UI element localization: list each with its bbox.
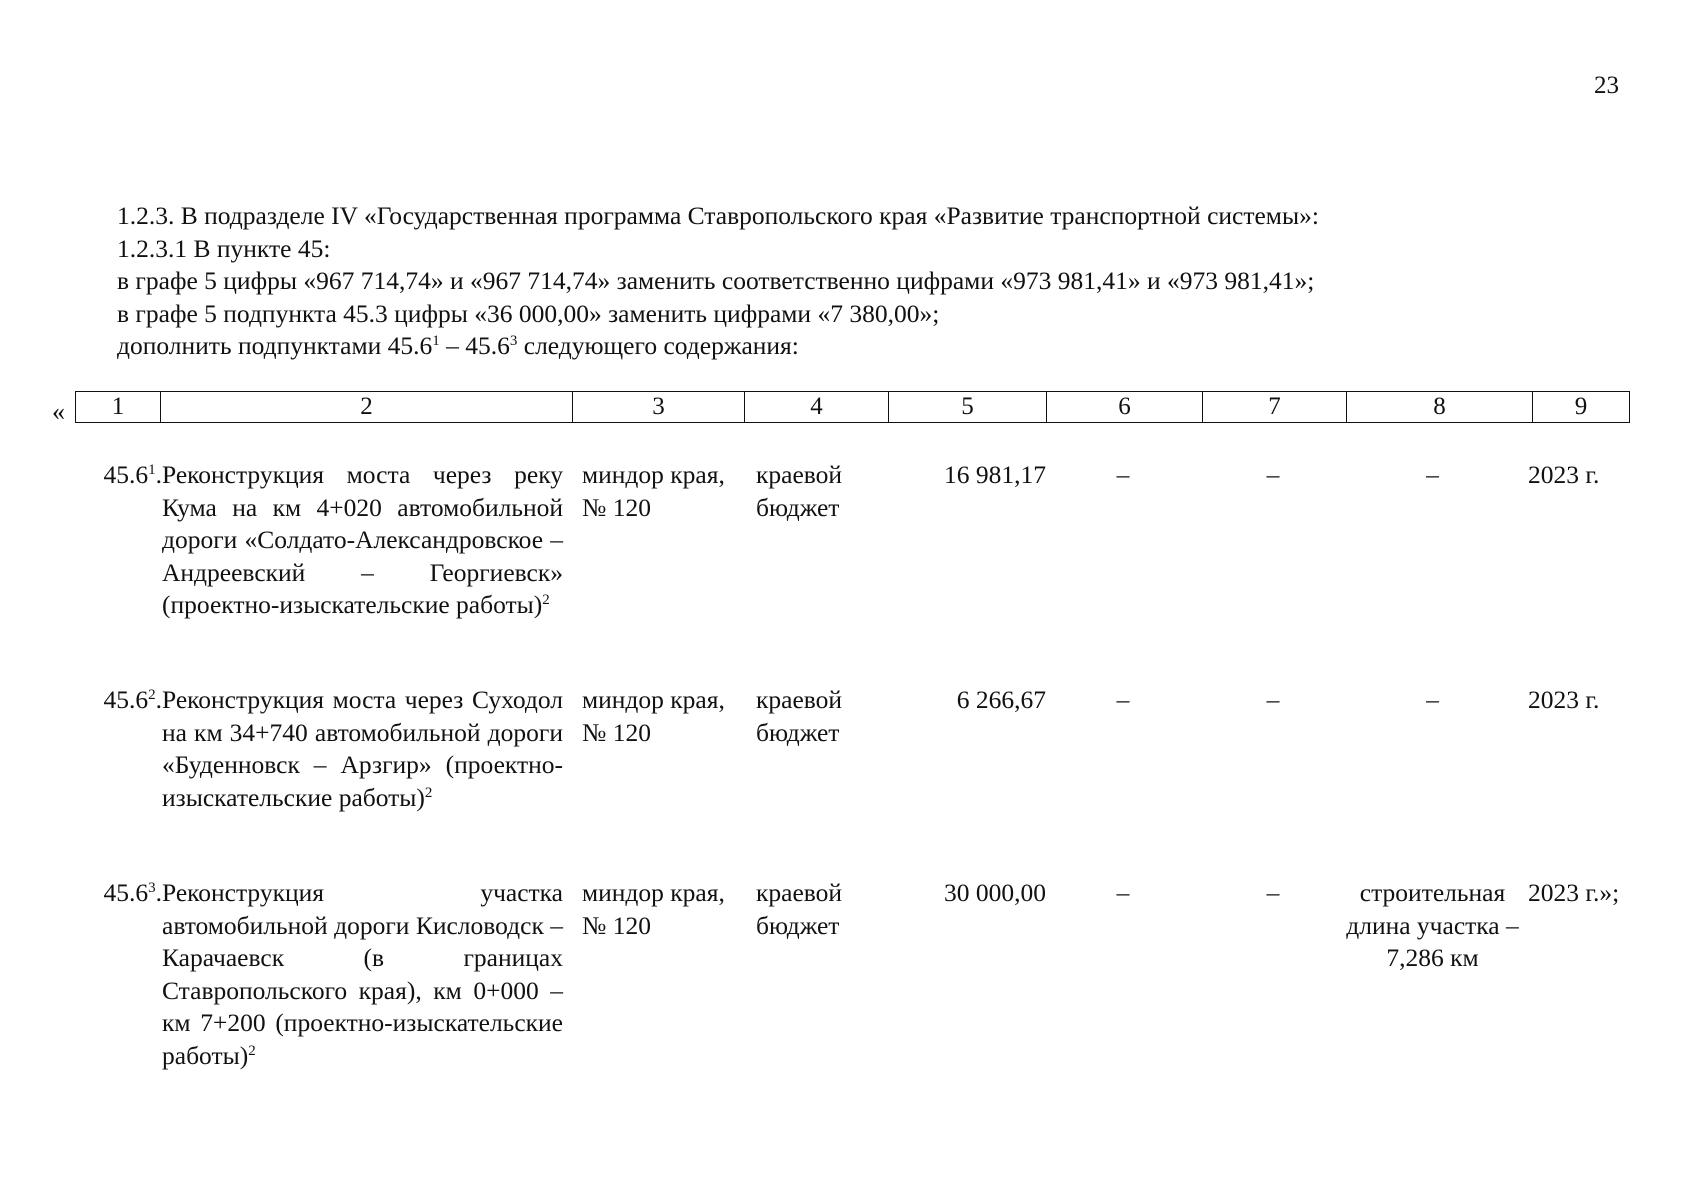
header-cell-7: 7 [1202,392,1346,422]
row-col-8: – [1426,685,1439,714]
row-col-7: – [1266,878,1280,907]
intro-line-5-part-a: дополнить подпунктами 45.6 [117,331,433,360]
row-col-8: – [1426,460,1439,489]
header-cell-3: 3 [572,392,744,422]
intro-line-5-part-c: следующего содержания: [517,331,799,360]
row-col-7: – [1266,685,1280,714]
row-col-6: – [1116,460,1130,489]
row-number-base: 45.6 [103,685,149,714]
row-event-name [162,684,563,814]
intro-line-1: 1.2.3. В подразделе IV «Государственная программа Ставропольского края «Развитие транспортной системы»: [117,201,1319,230]
row-number-suffix: . [155,685,162,714]
row-number-suffix: . [155,460,162,489]
row-number-base: 45.6 [103,878,149,907]
intro-line-5 [117,330,1617,363]
row-amount: 30 000,00 [944,878,1046,907]
row-executor: миндор края, № 120 [582,460,725,522]
row-col-8: строительная длина участка – 7,286 км [1346,878,1519,972]
intro-line-5-sup-2: 3 [509,333,518,349]
row-executor: миндор края, № 120 [582,878,725,940]
row-event-text: Реконструкция участка автомобильной дороги Кисловодск – Карачаевск (в границах Ставропольского края), км 0+000 – км 7+200 (проектно-изыскательские работы) [162,878,563,1070]
row-number [84,877,162,909]
row-event-name [162,459,563,622]
row-event-footnote: 2 [542,592,550,608]
column-number-header [75,391,1630,423]
row-event-text: Реконструкция моста через реку Кума на км 4+020 автомобильной дороги «Солдато-Александровское – Андреевский – Георгиевск» (проектно-изыскательские работы) [162,460,563,619]
intro-line-5-sup-1: 1 [432,333,440,349]
intro-line-2: 1.2.3.1 В пункте 45: [117,233,331,263]
page-number: 23 [1594,72,1619,99]
header-cell-9: 9 [1532,392,1629,422]
row-number [84,684,162,716]
header-cell-5: 5 [888,392,1046,422]
header-cell-8: 8 [1346,392,1532,422]
row-funding-source: краевой бюджет [756,685,843,747]
row-number-superscript: 1 [148,462,156,478]
row-event-footnote: 2 [424,784,433,801]
header-cell-4: 4 [744,392,888,422]
row-number-superscript: 3 [148,880,156,896]
row-number [84,459,162,491]
row-number-base: 45.6 [103,460,149,489]
row-col-6: – [1116,685,1130,714]
intro-line-4: в графе 5 подпункта 45.3 цифры «36 000,00» заменить цифрами «7 380,00»; [117,298,940,328]
row-col-7: – [1266,460,1280,489]
row-event-text: Реконструкция моста через Суходол на км 34+740 автомобильной дороги «Буденновск – Арзгир» (проектно-изыскательские работы) [162,685,563,812]
row-funding-source: краевой бюджет [756,878,843,940]
row-year: 2023 г.»; [1528,878,1620,907]
header-cell-6: 6 [1046,392,1202,422]
row-number-suffix: . [155,878,162,907]
row-funding-source: краевой бюджет [756,460,843,522]
intro-line-3: в графе 5 цифры «967 714,74» и «967 714,74» заменить соответственно цифрами «973 981,41» и «973 981,41»; [117,266,1315,295]
row-col-6: – [1116,878,1130,907]
row-amount: 6 266,67 [956,685,1046,714]
row-amount: 16 981,17 [944,460,1046,489]
row-executor: миндор края, № 120 [582,685,725,747]
row-year: 2023 г. [1528,685,1600,714]
amendment-intro [117,200,1617,363]
table-open-quote: « [52,397,65,426]
row-event-name [162,877,563,1072]
row-number-superscript: 2 [148,687,156,703]
row-event-footnote: 2 [248,1042,256,1059]
row-year: 2023 г. [1528,460,1600,489]
header-cell-1: 1 [111,393,125,420]
intro-line-5-part-b: – 45.6 [439,331,510,360]
header-cell-2: 2 [160,392,572,422]
